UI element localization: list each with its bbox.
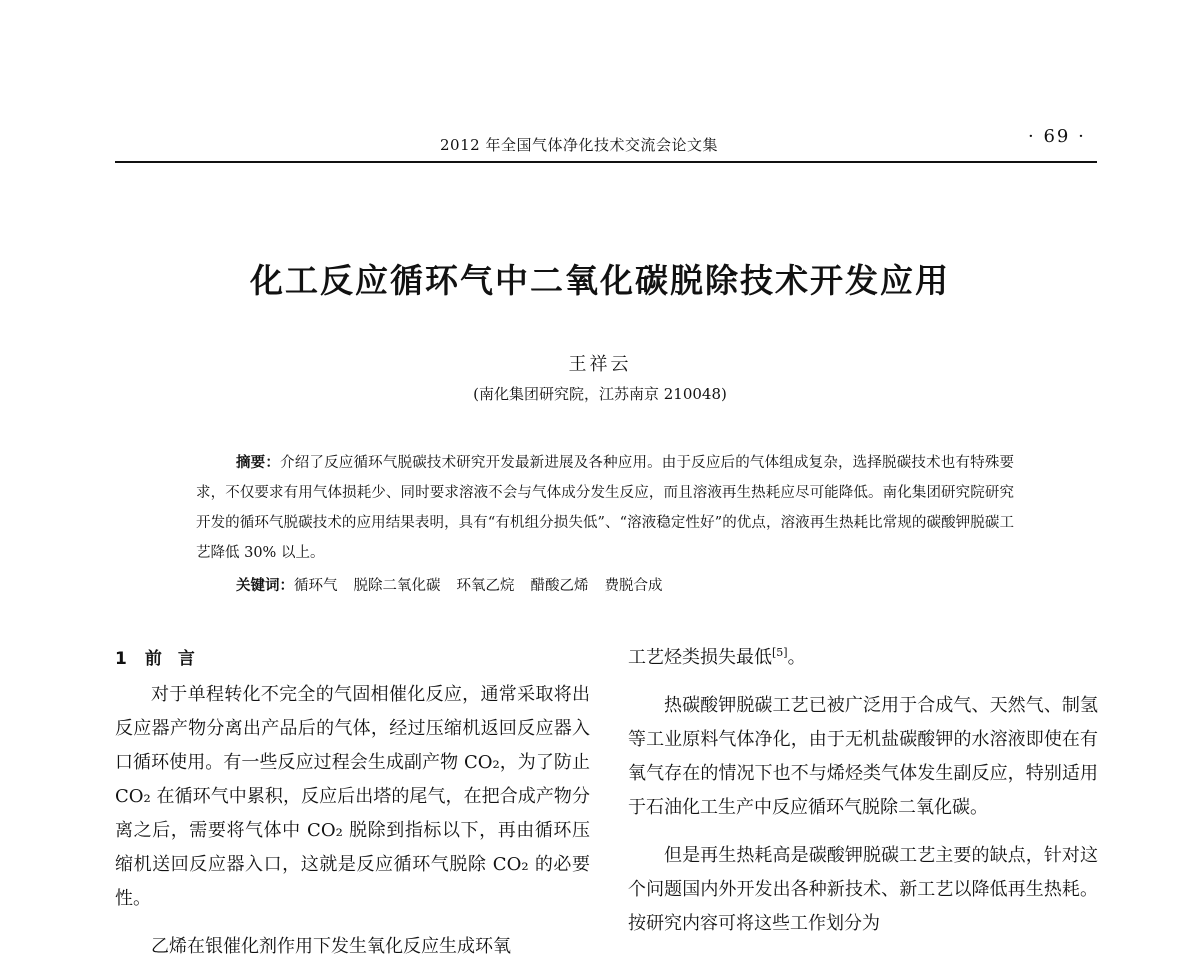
left-column	[115, 642, 590, 964]
author-affiliation: (南化集团研究院，江苏南京 210048)	[473, 385, 727, 403]
citation-ref: [5]	[772, 646, 788, 659]
continued-text-end: 。	[787, 647, 806, 668]
right-column	[628, 636, 1098, 941]
keywords-label: 关键词：	[236, 578, 294, 594]
keywords	[236, 574, 679, 595]
body-paragraph: 但是再生热耗高是碳酸钾脱碳工艺主要的缺点，针对这个问题国内外开发出各种新技术、新工艺以降低再生热耗。按研究内容可将这些工作划分为	[628, 845, 1098, 934]
header-rule	[115, 161, 1097, 163]
keyword: 循环气	[294, 578, 338, 594]
keyword: 醋酸乙烯	[530, 578, 589, 594]
continued-text: 工艺烃类损失最低	[628, 647, 772, 668]
body-paragraph: 乙烯在银催化剂作用下发生氧化反应生成环氧	[151, 936, 511, 957]
abstract-text: 介绍了反应循环气脱碳技术研究开发最新进展及各种应用。由于反应后的气体组成复杂，选择脱碳技术也有特殊要求，不仅要求有用气体损耗少、同时要求溶液不会与气体成分发生反应，而且溶液再生热耗应尽可能降低。南化集团研究院研究开发的循环气脱碳技术的应用结果表明，具有“有机组分损失低”、“溶液稳定性好”的优点，溶液再生热耗比常规的碳酸钾脱碳工艺降低 30% 以上。	[196, 455, 1015, 561]
abstract-label: 摘要：	[236, 455, 281, 471]
paper-title: 化工反应循环气中二氧化碳脱除技术开发应用	[250, 261, 950, 300]
continued-paragraph	[628, 636, 1098, 675]
page-number: · 69 ·	[1028, 126, 1086, 147]
keyword: 环氧乙烷	[456, 578, 515, 594]
keyword: 费脱合成	[604, 578, 663, 594]
body-paragraph: 热碳酸钾脱碳工艺已被广泛用于合成气、天然气、制氢等工业原料气体净化，由于无机盐碳酸钾的水溶液即使在有氧气存在的情况下也不与烯烃类气体发生副反应，特别适用于石油化工生产中反应循环气脱除二氧化碳。	[628, 695, 1098, 818]
proceedings-title: 2012 年全国气体净化技术交流会论文集	[440, 136, 718, 154]
body-paragraph: 对于单程转化不完全的气固相催化反应，通常采取将出反应器产物分离出产品后的气体，经过压缩机返回反应器入口循环使用。有一些反应过程会生成副产物 CO₂，为了防止 CO₂ 在循环气中累积，反应后出塔的尾气，在把合成产物分离之后，需要将气体中 CO₂ 脱除到指标以下，再由循环压缩机送回反应器入口，这就是反应循环气脱除 CO₂ 的必要性。	[115, 684, 590, 909]
section-heading	[115, 642, 590, 676]
author-name: 王祥云	[568, 354, 632, 375]
section-title: 前言	[144, 649, 211, 669]
abstract	[196, 448, 1014, 568]
keyword: 脱除二氧化碳	[353, 578, 441, 594]
section-number: 1	[115, 649, 127, 669]
